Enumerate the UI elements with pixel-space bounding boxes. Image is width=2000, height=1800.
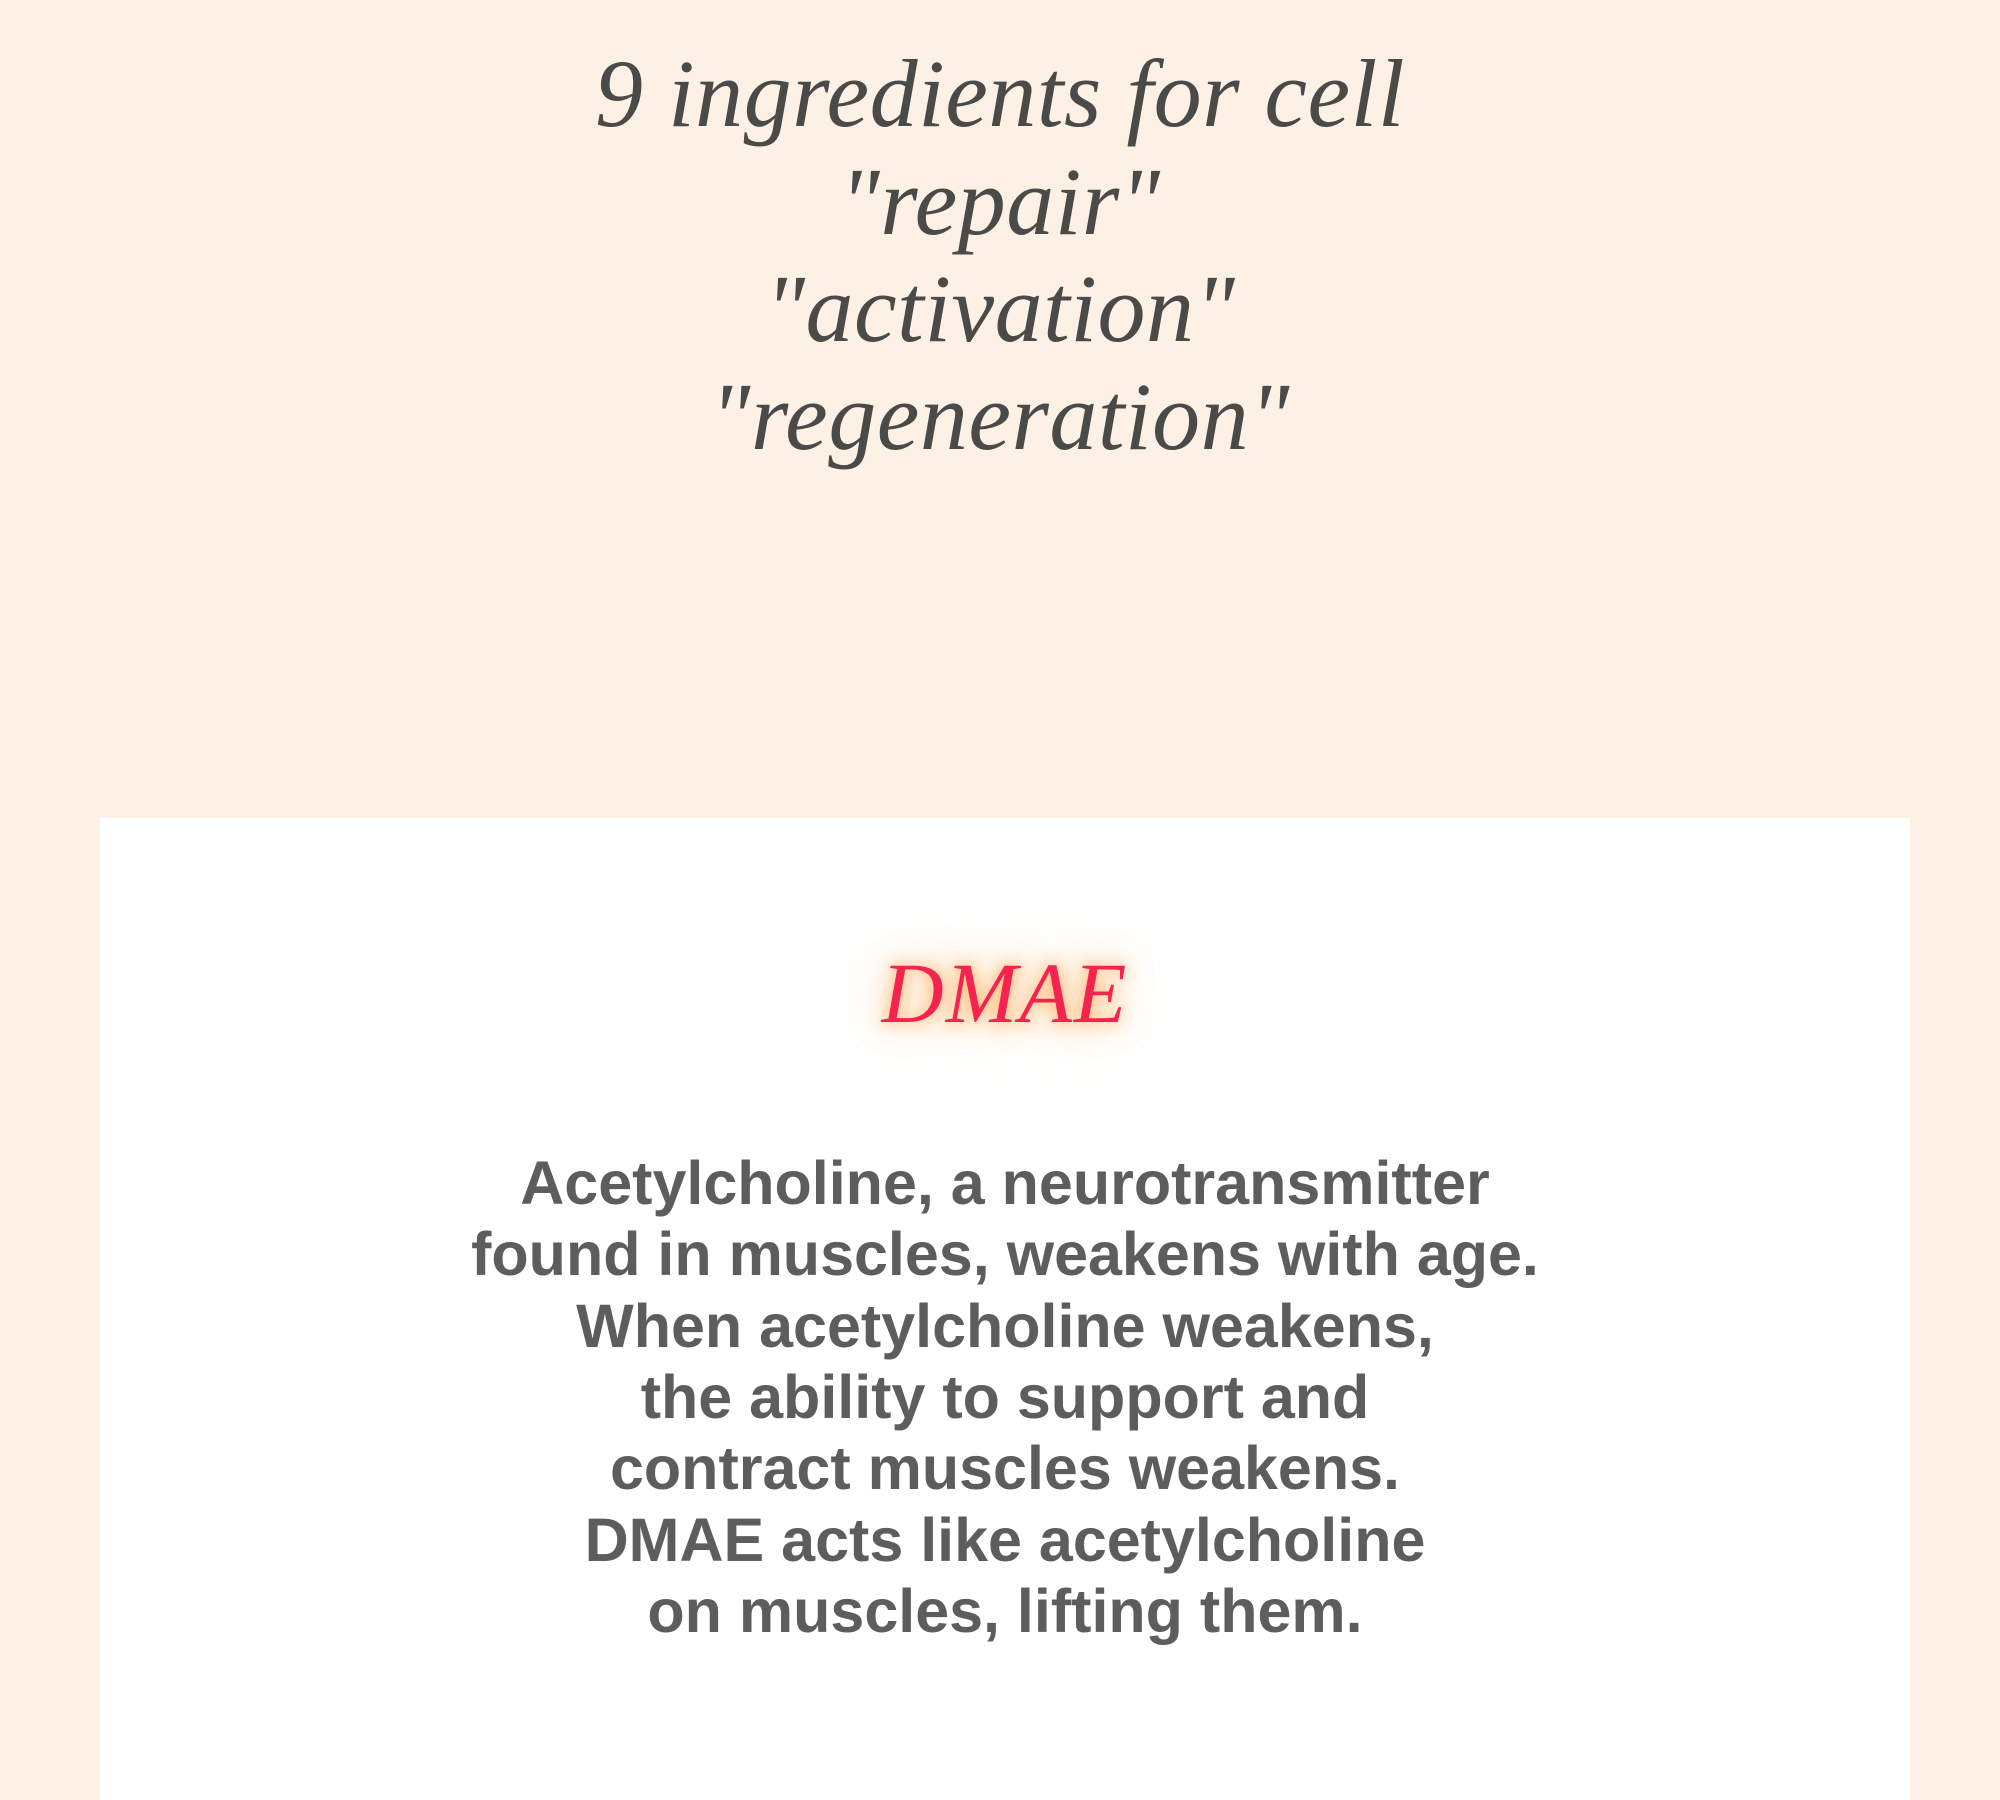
description-line-4: the ability to support and: [640, 1363, 1370, 1432]
description-line-5: contract muscles weakens.: [610, 1434, 1400, 1503]
description-line-6: DMAE acts like acetylcholine: [584, 1505, 1426, 1574]
ingredient-card: [100, 818, 1910, 1800]
description-line-2: found in muscles, weakens with age.: [471, 1220, 1539, 1289]
description-line-1: Acetylcholine, a neurotransmitter: [520, 1149, 1490, 1217]
ingredient-description: [100, 1148, 1910, 1648]
ingredient-name: DMAE: [881, 945, 1129, 1041]
description-line-3: When acetylcholine weakens,: [576, 1291, 1434, 1360]
title-line-3: "regeneration": [710, 362, 1290, 470]
title-line-2: "activation": [764, 255, 1236, 363]
description-line-7: on muscles, lifting them.: [647, 1577, 1363, 1646]
title-line-1: 9 ingredients for cell "repair": [595, 40, 1405, 255]
page-title: [0, 40, 2000, 470]
